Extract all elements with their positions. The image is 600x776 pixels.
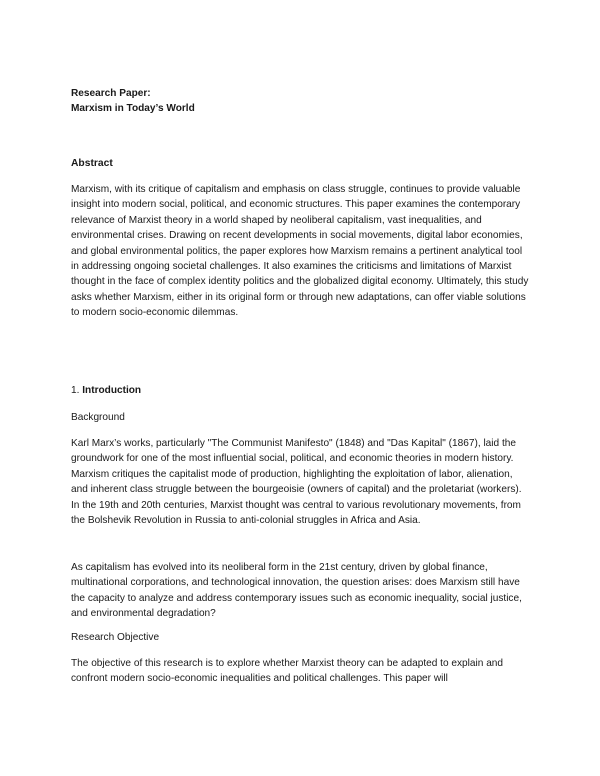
paragraph-background: Karl Marx’s works, particularly "The Communist Manifesto" (1848) and "Das Kapital" (1867), laid the groundwork for one of the most influential social, political, and economic theories in modern history. Marxism critiques the capitalist mode of production, highlighting the exploitation of labor, alienation, and inherent class struggle between the bourgeoisie (owners of capital) and the proletariat (workers). In the 19th and 20th centuries, Marxist thought was central to various revolutionary movements, from the Bolshevik Revolution in Russia to anti-colonial struggles in Africa and Asia. xyxy=(71,438,522,527)
subheading-research-objective: Research Objective xyxy=(71,632,160,643)
title-line-2: Marxism in Today’s World xyxy=(71,103,195,115)
section-title: Introduction xyxy=(82,385,142,396)
paragraph-neoliberal: As capitalism has evolved into its neoliberal form in the 21st century, driven by global finance, multinational corporations, and technological innovation, the question arises: does Marxism still have the capacity to analyze and address contemporary issues such as economic inequality, social justice, and environmental degradation? xyxy=(71,562,522,620)
section-number: 1. xyxy=(71,385,80,396)
paragraph-objective: The objective of this research is to explore whether Marxist theory can be adapted to explain and confront modern socio-economic inequalities and political challenges. This paper will xyxy=(71,658,504,685)
title-line-1: Research Paper: xyxy=(71,88,151,99)
section-heading-introduction xyxy=(71,383,531,398)
paper-title xyxy=(71,86,531,117)
subheading-background: Background xyxy=(71,412,125,423)
abstract-text: Marxism, with its critique of capitalism and emphasis on class struggle, continues to provide valuable insight into modern social, political, and economic structures. This paper examines the contemporary relevance of Marxist theory in a world shaped by neoliberal capitalism, vast inequalities, and environmental crises. Drawing on recent developments in social movements, digital labor economies, and global environmental politics, the paper explores how Marxism remains a pertinent analytical tool in addressing ongoing societal challenges. It also examines the criticisms and limitations of Marxist thought in the face of complex identity politics and the globalized digital economy. Ultimately, this study asks whether Marxism, either in its original form or through new adaptations, can offer viable solutions to modern socio-economic dilemmas. xyxy=(71,184,529,319)
abstract-heading: Abstract xyxy=(71,158,113,169)
